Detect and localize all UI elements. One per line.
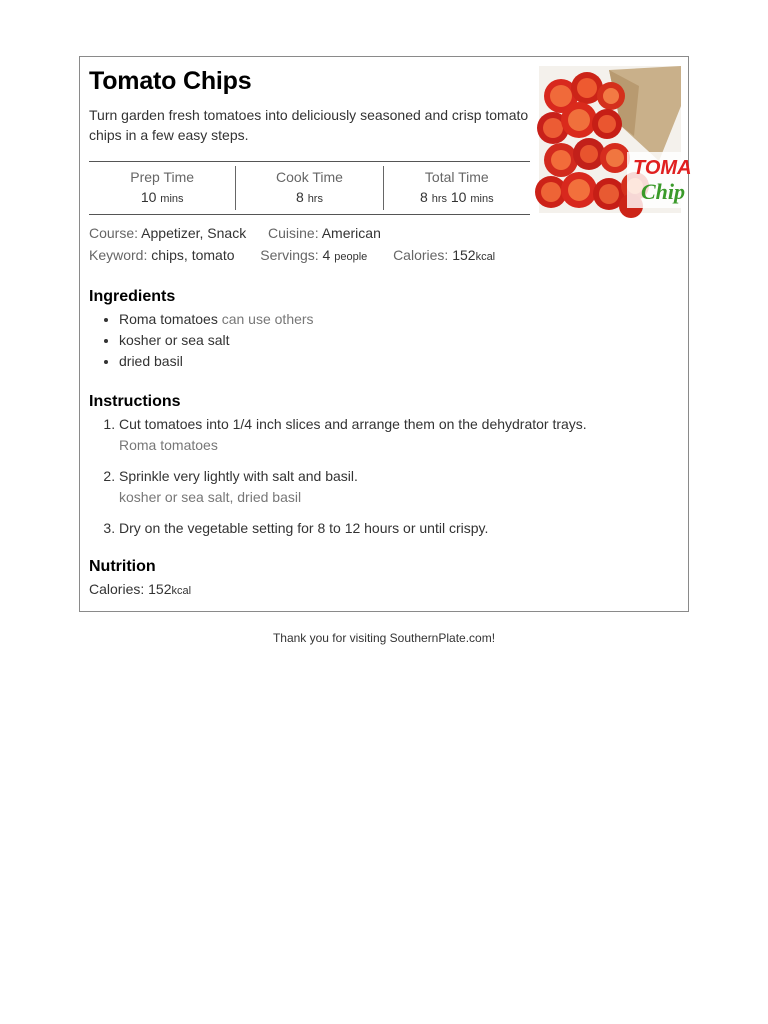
total-time (383, 166, 530, 210)
total-time-minutes: 10 (450, 189, 467, 205)
recipe-meta-keyword-servings (89, 247, 495, 263)
photo-overlay-line1: TOMA (633, 157, 692, 179)
prep-time-number: 10 (140, 189, 157, 205)
ingredient-item (119, 309, 314, 330)
instruction-step (119, 518, 679, 539)
nutrition-heading: Nutrition (89, 558, 156, 575)
ingredient-item (119, 330, 314, 351)
instruction-ingredients: kosher or sea salt, dried basil (119, 489, 302, 505)
instructions-heading: Instructions (89, 393, 181, 410)
calories-value: 152 (452, 247, 476, 263)
total-time-hours: 8 (420, 189, 428, 205)
nutrition-calories-unit: kcal (171, 585, 192, 597)
recipe-title: Tomato Chips (89, 67, 252, 95)
nutrition-calories (89, 581, 191, 597)
course-value: Appetizer, Snack (141, 225, 247, 241)
servings-label: Servings: (260, 247, 319, 263)
instruction-text: 1. Cut tomatoes into 1/4 inch slices and arrange them on the dehydrator trays. (119, 416, 587, 432)
total-time-label: Total Time (424, 169, 489, 185)
ingredient-name: kosher or sea salt (119, 332, 230, 348)
recipe-photo (539, 66, 692, 213)
instruction-text: 3. Dry on the vegetable setting for 8 to 12 hours or until crispy. (119, 520, 489, 536)
cook-time (235, 166, 382, 210)
calories-unit: kcal (475, 251, 496, 263)
keyword-value: chips, tomato (151, 247, 235, 263)
instruction-ingredients: Roma tomatoes (119, 437, 218, 453)
servings-unit: people (334, 251, 368, 263)
prep-time-label: Prep Time (130, 169, 195, 185)
recipe-summary: Turn garden fresh tomatoes into deliciously seasoned and crisp tomato chips in a few easy steps. (89, 107, 529, 143)
course-label: Course: (89, 225, 139, 241)
instruction-step (119, 466, 679, 508)
recipe-card (79, 56, 692, 612)
total-time-hours-unit: hrs (431, 193, 447, 205)
total-time-minutes-unit: mins (470, 193, 494, 205)
photo-overlay-line2: Chip (641, 179, 686, 204)
nutrition-calories-label: Calories: (89, 581, 145, 597)
prep-time-value (89, 186, 235, 210)
calories-label: Calories: (393, 247, 449, 263)
ingredient-note: can use others (221, 311, 314, 327)
cook-time-number: 8 (296, 189, 304, 205)
prep-time-unit: mins (160, 193, 184, 205)
ingredient-name: dried basil (119, 353, 183, 369)
ingredients-list (89, 309, 314, 372)
instructions-list (89, 414, 679, 549)
nutrition-calories-value: 152 (148, 581, 172, 597)
cook-time-label: Cook Time (276, 169, 343, 185)
ingredient-name: Roma tomatoes (119, 311, 218, 327)
footer-text: Thank you for visiting SouthernPlate.com! (272, 631, 496, 645)
ingredient-item (119, 351, 314, 372)
recipe-times (89, 161, 530, 215)
ingredients-heading: Ingredients (89, 288, 176, 305)
cuisine-value: American (321, 225, 381, 241)
total-time-value (384, 186, 530, 210)
keyword-label: Keyword: (89, 247, 148, 263)
servings-value: 4 (322, 247, 331, 263)
instruction-text: 2. Sprinkle very lightly with salt and basil. (119, 468, 358, 484)
prep-time (89, 166, 235, 210)
recipe-meta-course-cuisine (89, 225, 381, 241)
instruction-step (119, 414, 679, 456)
cuisine-label: Cuisine: (268, 225, 319, 241)
cook-time-value (236, 186, 382, 210)
cook-time-unit: hrs (307, 193, 323, 205)
